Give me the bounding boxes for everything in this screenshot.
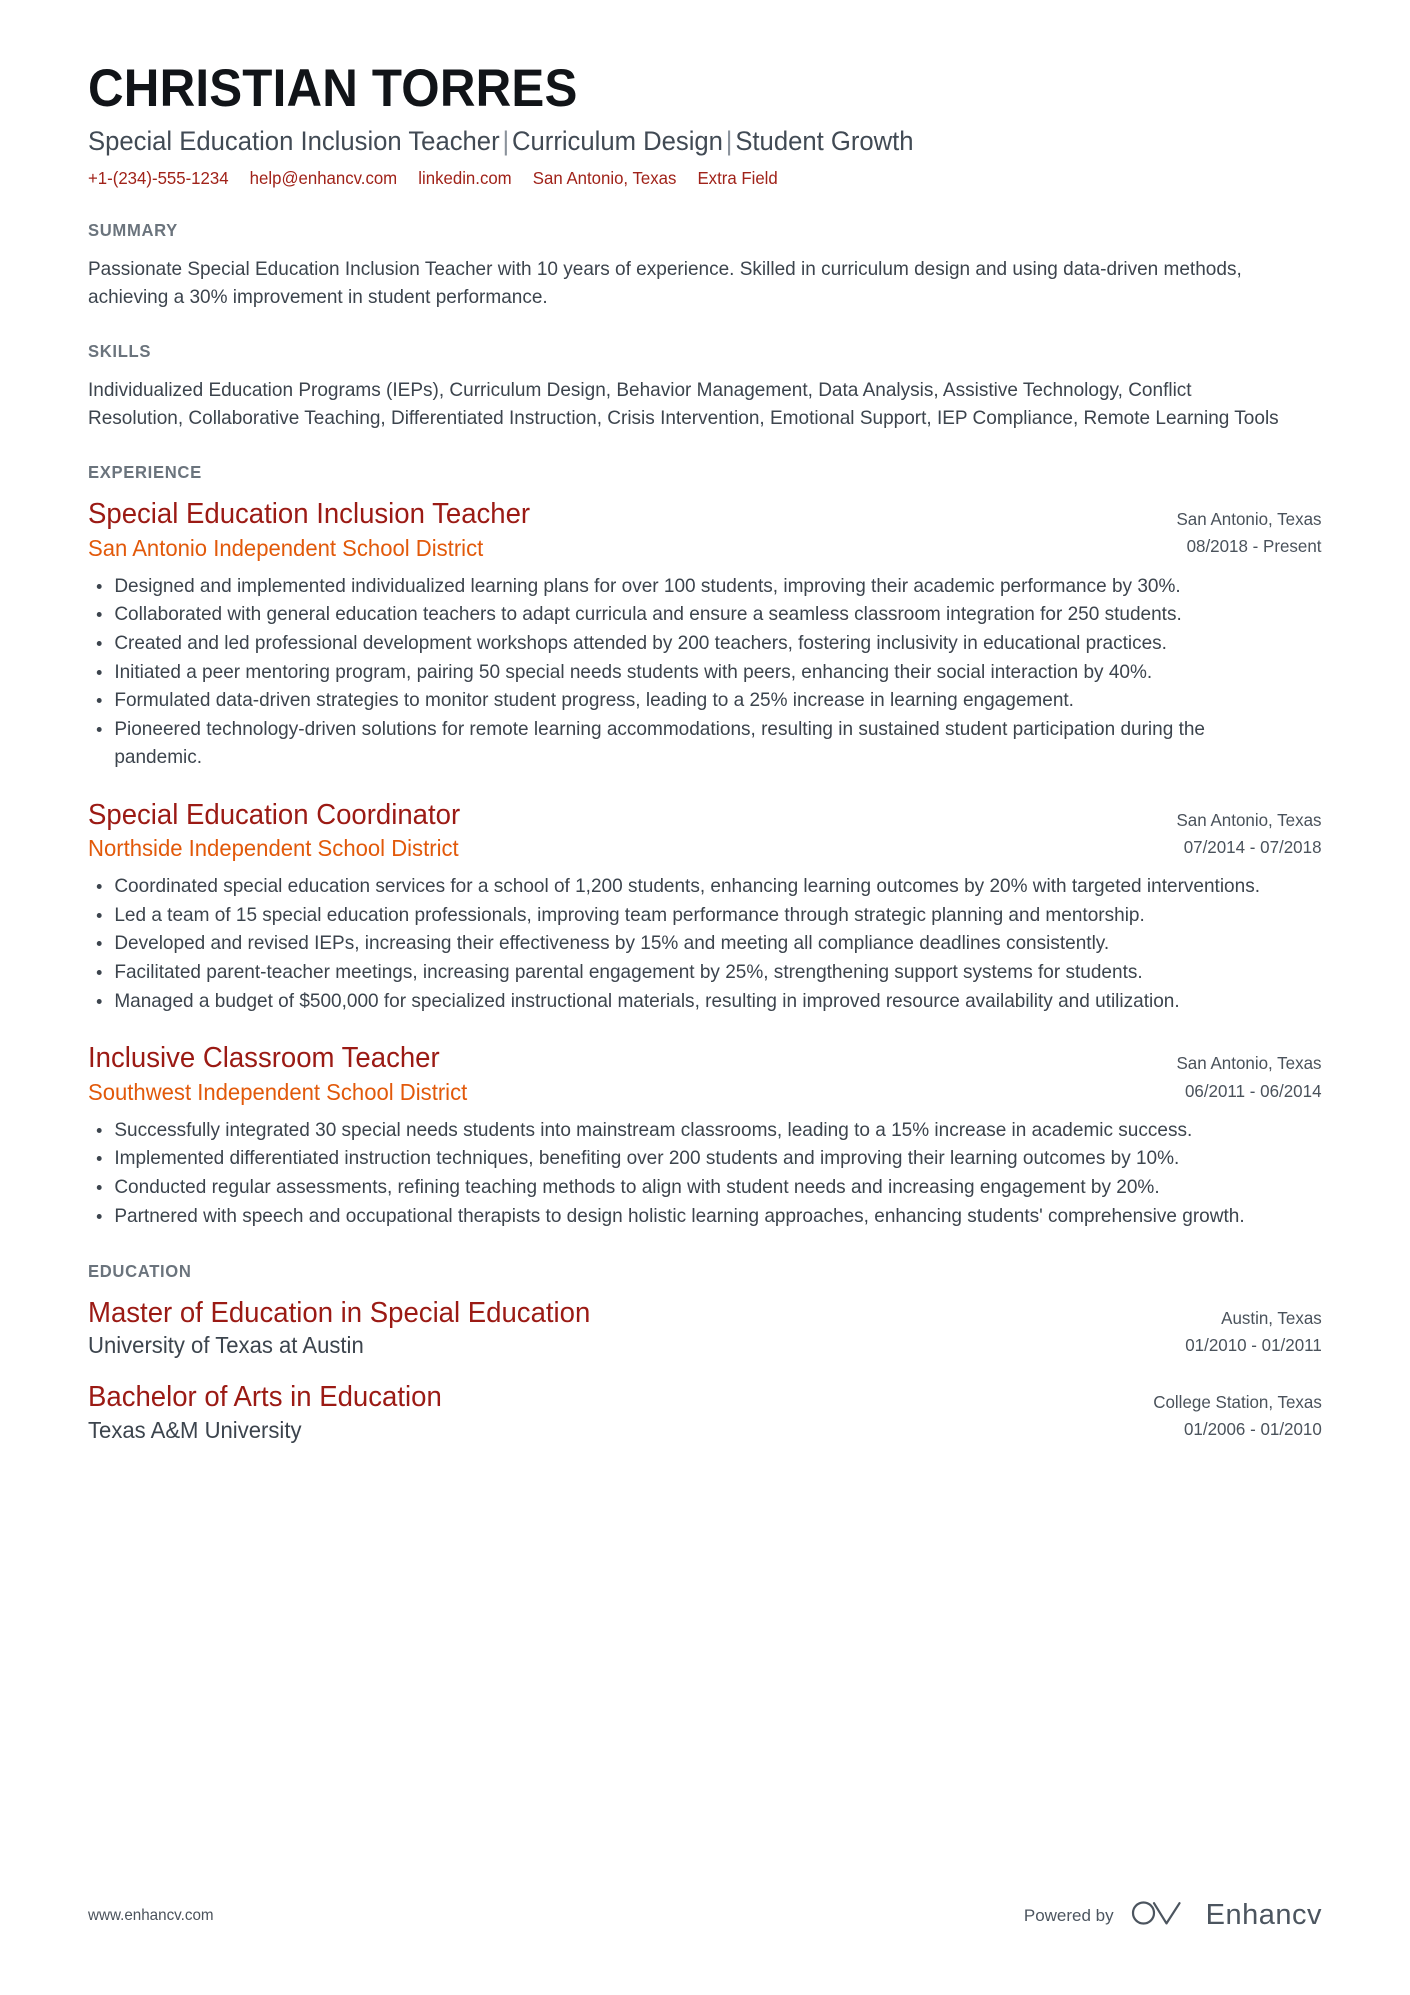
- experience-entry-titles: [88, 497, 1148, 562]
- headline-part-3: Student Growth: [735, 126, 914, 157]
- degree-title: Master of Education in Special Education: [88, 1296, 591, 1329]
- employer-name: San Antonio Independent School District: [88, 535, 484, 562]
- section-heading-education: EDUCATION: [88, 1260, 192, 1281]
- section-heading-skills: SKILLS: [88, 341, 152, 362]
- headline-separator: |: [502, 126, 510, 157]
- experience-entry-meta: [1172, 497, 1322, 560]
- page-title: CHRISTIAN TORRES: [88, 59, 578, 118]
- job-bullet-list: [88, 873, 1318, 1015]
- resume-header: [88, 60, 1322, 190]
- job-bullet: Conducted regular assessments, refining teaching methods to align with student needs and increasing engagement by 20%.: [88, 1174, 1287, 1202]
- job-bullet: Partnered with speech and occupational therapists to design holistic learning approaches, enhancing students' comprehensive growth.: [88, 1203, 1287, 1231]
- brand-name: Enhancv: [1205, 1899, 1322, 1931]
- contact-list: [88, 167, 1273, 190]
- professional-headline: [88, 126, 1260, 157]
- contact-email[interactable]: help@enhancv.com: [249, 168, 398, 189]
- job-bullet: Led a team of 15 special education professionals, improving team performance through strategic planning and mentorship.: [88, 902, 1287, 930]
- headline-separator: |: [725, 126, 733, 157]
- section-heading-experience: EXPERIENCE: [88, 462, 202, 483]
- job-bullet: Formulated data-driven strategies to monitor student progress, leading to a 25% increase in learning engagement.: [88, 687, 1287, 715]
- contact-phone[interactable]: +1-(234)-555-1234: [88, 168, 229, 189]
- skills-section: [88, 341, 1322, 432]
- experience-list: [88, 497, 1322, 1230]
- enhancv-logo-icon: [1130, 1898, 1190, 1933]
- job-title: Special Education Inclusion Teacher: [88, 498, 531, 531]
- employer-name: Southwest Independent School District: [88, 1079, 468, 1106]
- education-dates: 01/2010 - 01/2011: [1185, 1334, 1322, 1355]
- education-location: College Station, Texas: [1153, 1391, 1322, 1412]
- contact-linkedin[interactable]: linkedin.com: [418, 168, 512, 189]
- job-location: San Antonio, Texas: [1176, 1053, 1322, 1074]
- education-entry-header: [88, 1296, 1322, 1360]
- job-title: Special Education Coordinator: [88, 798, 461, 831]
- education-entry-meta: [1148, 1380, 1322, 1443]
- experience-entry-meta: [1172, 1041, 1322, 1104]
- education-entry-meta: [1181, 1296, 1322, 1359]
- summary-text: Passionate Special Education Inclusion Teacher with 10 years of experience. Skilled in curriculum design and using data-driven methods, achieving a 30% improvement in student performance.: [88, 258, 1242, 309]
- job-title: Inclusive Classroom Teacher: [88, 1042, 440, 1075]
- job-bullet: Managed a budget of $500,000 for specialized instructional materials, resulting in improved resource availability and utilization.: [88, 988, 1287, 1016]
- education-list: [88, 1296, 1322, 1445]
- headline-part-2: Curriculum Design: [511, 126, 723, 157]
- experience-entry-header: [88, 798, 1322, 863]
- job-bullet: Initiated a peer mentoring program, pairing 50 special needs students with peers, enhancing their social interaction by 40%.: [88, 659, 1287, 687]
- employer-name: Northside Independent School District: [88, 835, 459, 862]
- education-dates: 01/2006 - 01/2010: [1184, 1419, 1322, 1440]
- job-bullet: Successfully integrated 30 special needs students into mainstream classrooms, leading to a 15% increase in academic success.: [88, 1117, 1287, 1145]
- job-bullet: Collaborated with general education teachers to adapt curricula and ensure a seamless classroom integration for 250 students.: [88, 601, 1287, 629]
- job-bullet-list: [88, 573, 1318, 772]
- job-location: San Antonio, Texas: [1176, 509, 1322, 530]
- job-bullet: Implemented differentiated instruction techniques, benefiting over 200 students and improving their learning outcomes by 10%.: [88, 1145, 1287, 1173]
- school-name: Texas A&M University: [88, 1416, 302, 1443]
- job-bullet-list: [88, 1117, 1318, 1231]
- page-footer: [88, 1898, 1322, 1933]
- summary-section: [88, 220, 1322, 311]
- experience-section: [88, 462, 1322, 1230]
- job-dates: 08/2018 - Present: [1187, 536, 1322, 557]
- footer-branding: [1024, 1898, 1322, 1933]
- job-bullet: Facilitated parent-teacher meetings, increasing parental engagement by 25%, strengthening support systems for students.: [88, 959, 1287, 987]
- job-bullet: Pioneered technology-driven solutions for remote learning accommodations, resulting in sustained student participation during the pandemic.: [88, 716, 1287, 771]
- school-name: University of Texas at Austin: [88, 1332, 364, 1359]
- experience-entry-titles: [88, 798, 1148, 863]
- job-bullet: Designed and implemented individualized learning plans for over 100 students, improving their academic performance by 30%.: [88, 573, 1287, 601]
- education-entry-titles: [88, 1296, 1157, 1360]
- education-entry-header: [88, 1380, 1322, 1444]
- headline-part-1: Special Education Inclusion Teacher: [88, 126, 500, 157]
- education-entry: [88, 1296, 1322, 1360]
- experience-entry-meta: [1172, 798, 1322, 861]
- contact-extra[interactable]: Extra Field: [697, 168, 778, 189]
- contact-location[interactable]: San Antonio, Texas: [532, 168, 677, 189]
- education-entry-titles: [88, 1380, 1124, 1444]
- job-dates: 06/2011 - 06/2014: [1185, 1080, 1322, 1101]
- footer-website-link[interactable]: www.enhancv.com: [88, 1906, 214, 1924]
- experience-entry: [88, 798, 1322, 1016]
- experience-entry-header: [88, 1041, 1322, 1106]
- experience-entry: [88, 497, 1322, 771]
- job-bullet: Developed and revised IEPs, increasing their effectiveness by 15% and meeting all compliance deadlines consistently.: [88, 930, 1287, 958]
- experience-entry-header: [88, 497, 1322, 562]
- degree-title: Bachelor of Arts in Education: [88, 1380, 442, 1413]
- experience-entry-titles: [88, 1041, 1148, 1106]
- education-section: [88, 1261, 1322, 1445]
- job-location: San Antonio, Texas: [1176, 809, 1322, 830]
- job-dates: 07/2014 - 07/2018: [1184, 836, 1322, 857]
- job-bullet: Created and led professional development workshops attended by 200 teachers, fostering inclusivity in educational practices.: [88, 630, 1287, 658]
- powered-by-label: Powered by: [1023, 1905, 1114, 1925]
- section-heading-summary: SUMMARY: [88, 220, 178, 241]
- job-bullet: Coordinated special education services for a school of 1,200 students, enhancing learning outcomes by 20% with targeted interventions.: [88, 873, 1287, 901]
- education-entry: [88, 1380, 1322, 1444]
- experience-entry: [88, 1041, 1322, 1230]
- skills-text: Individualized Education Programs (IEPs), Curriculum Design, Behavior Management, Data Analysis, Assistive Technology, Conflict Resolution, Collaborative Teaching, Differentiated Instruction, Crisis Intervention, Emotional Support, IEP Compliance, Remote Learning Tools: [88, 379, 1279, 430]
- education-location: Austin, Texas: [1221, 1307, 1322, 1328]
